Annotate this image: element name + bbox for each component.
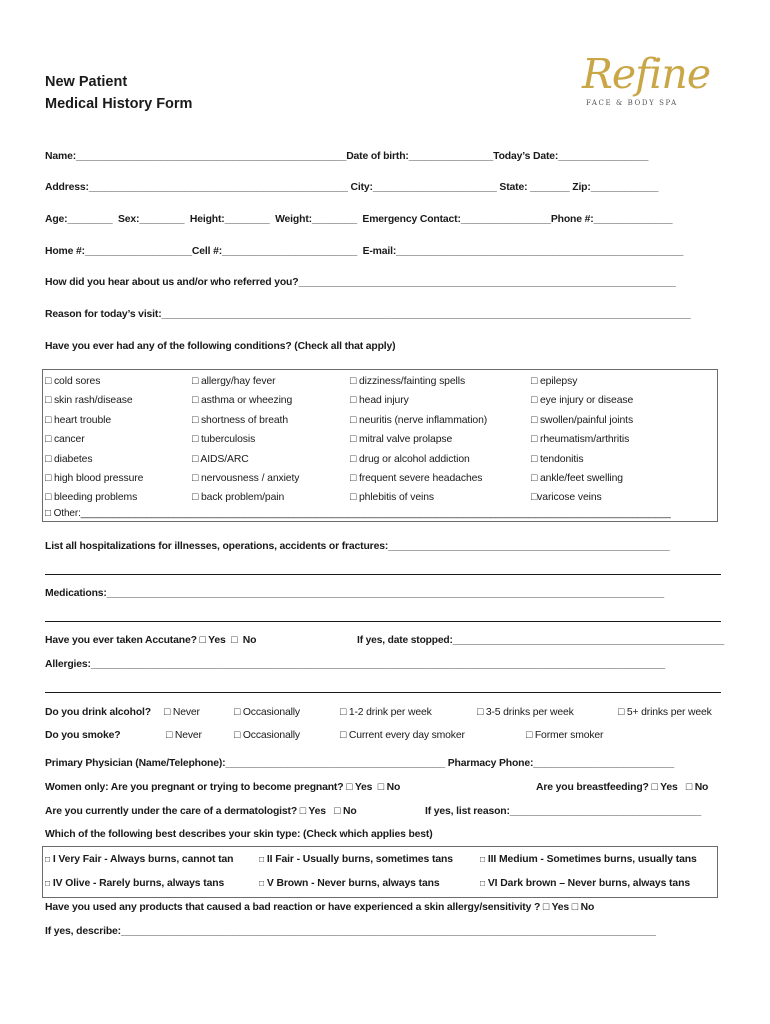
alcohol-3-5[interactable]: □ 3-5 drinks per week: [477, 707, 574, 718]
condition-head-injury[interactable]: □ head injury: [350, 395, 409, 406]
medications-blank-line[interactable]: [45, 621, 721, 622]
title-line-1: New Patient: [45, 74, 128, 90]
skin-type-4[interactable]: □ IV Olive - Rarely burns, always tans: [45, 878, 225, 889]
condition-other[interactable]: □ Other:____________________________________________________________________________________________________________: [45, 508, 671, 519]
condition-allergy[interactable]: □ allergy/hay fever: [192, 376, 276, 387]
skin-type-5[interactable]: □ V Brown - Never burns, always tans: [259, 878, 440, 889]
accutane-question[interactable]: [45, 634, 256, 647]
condition-varicose-veins[interactable]: □varicose veins: [531, 492, 602, 503]
title-line-2: Medical History Form: [45, 96, 193, 112]
physician-line[interactable]: Primary Physician (Name/Telephone):_______________________________________ Pharmacy Phone:_________________________: [45, 758, 674, 769]
skin-type-3[interactable]: □ III Medium - Sometimes burns, usually tans: [480, 854, 697, 865]
smoke-daily[interactable]: □ Current every day smoker: [340, 730, 465, 741]
alcohol-never[interactable]: □ Never: [164, 707, 200, 718]
conditions-question: Have you ever had any of the following conditions? (Check all that apply): [45, 341, 396, 352]
condition-diabetes[interactable]: □ diabetes: [45, 454, 93, 465]
medications-line[interactable]: Medications:___________________________________________________________________________________________________: [45, 588, 664, 599]
alcohol-occasionally[interactable]: □ Occasionally: [234, 707, 300, 718]
condition-swollen-joints[interactable]: □ swollen/painful joints: [531, 415, 634, 426]
condition-cancer[interactable]: □ cancer: [45, 434, 85, 445]
phone-email-line[interactable]: Home #:___________________Cell #:________________________ E-mail:___________________________________________________: [45, 246, 684, 257]
condition-high-blood-pressure[interactable]: □ high blood pressure: [45, 473, 144, 484]
smoke-question: Do you smoke?: [45, 730, 121, 741]
age-sex-height-line[interactable]: Age:________ Sex:________ Height:________ Weight:________ Emergency Contact:________________Phone #:______________: [45, 214, 673, 225]
condition-nervousness[interactable]: □ nervousness / anxiety: [192, 473, 300, 484]
condition-neuritis[interactable]: □ neuritis (nerve inflammation): [350, 415, 488, 426]
conditions-box: [42, 369, 718, 522]
breastfeeding-question[interactable]: Are you breastfeeding? □ Yes □ No: [536, 782, 709, 793]
skin-type-question: Which of the following best describes your skin type: (Check which applies best): [45, 829, 433, 840]
condition-phlebitis[interactable]: □ phlebitis of veins: [350, 492, 434, 503]
brand-logo: [578, 50, 711, 125]
condition-rheumatism[interactable]: □ rheumatism/arthritis: [531, 434, 630, 445]
skin-type-6[interactable]: □ VI Dark brown – Never burns, always tans: [480, 878, 691, 889]
page-title: [45, 71, 192, 115]
condition-aids[interactable]: □ AIDS/ARC: [192, 454, 249, 465]
describe-line[interactable]: If yes, describe:_______________________________________________________________________________________________: [45, 926, 656, 937]
condition-cold-sores[interactable]: □ cold sores: [45, 376, 101, 387]
condition-mitral-valve[interactable]: □ mitral valve prolapse: [350, 434, 453, 445]
smoke-former[interactable]: □ Former smoker: [526, 730, 604, 741]
condition-addiction[interactable]: □ drug or alcohol addiction: [350, 454, 470, 465]
condition-back-problem[interactable]: □ back problem/pain: [192, 492, 285, 503]
condition-eye-injury[interactable]: □ eye injury or disease: [531, 395, 634, 406]
condition-tuberculosis[interactable]: □ tuberculosis: [192, 434, 256, 445]
dermatologist-question[interactable]: Are you currently under the care of a dermatologist? □ Yes □ No: [45, 806, 357, 817]
hospitalizations-line[interactable]: List all hospitalizations for illnesses, operations, accidents or fractures:__________________________________________________: [45, 541, 670, 552]
condition-headaches[interactable]: □ frequent severe headaches: [350, 473, 483, 484]
reason-line[interactable]: Reason for today’s visit:______________________________________________________________________________________________: [45, 309, 691, 320]
pregnancy-question[interactable]: Women only: Are you pregnant or trying to become pregnant? □ Yes □ No: [45, 782, 401, 793]
condition-epilepsy[interactable]: □ epilepsy: [531, 376, 578, 387]
smoke-never[interactable]: □ Never: [166, 730, 202, 741]
referral-line[interactable]: How did you hear about us and/or who referred you?___________________________________________________________________: [45, 277, 676, 288]
alcohol-question: Do you drink alcohol?: [45, 707, 151, 718]
condition-asthma[interactable]: □ asthma or wheezing: [192, 395, 293, 406]
condition-ankle-swelling[interactable]: □ ankle/feet swelling: [531, 473, 623, 484]
condition-bleeding-problems[interactable]: □ bleeding problems: [45, 492, 138, 503]
alcohol-5-plus[interactable]: □ 5+ drinks per week: [618, 707, 712, 718]
skin-type-box: [42, 846, 718, 898]
accutane-q[interactable]: Have you ever taken Accutane? □ Yes □ No: [45, 635, 257, 646]
alcohol-1-2[interactable]: □ 1-2 drink per week: [340, 707, 432, 718]
allergies-blank-line[interactable]: [45, 692, 721, 693]
condition-heart-trouble[interactable]: □ heart trouble: [45, 415, 112, 426]
allergies-line[interactable]: Allergies:______________________________________________________________________________________________________: [45, 659, 665, 670]
skin-type-1[interactable]: □ I Very Fair - Always burns, cannot tan: [45, 854, 234, 865]
condition-skin-rash[interactable]: □ skin rash/disease: [45, 395, 133, 406]
smoke-occasionally[interactable]: □ Occasionally: [234, 730, 300, 741]
dermatologist-reason-line[interactable]: If yes, list reason:__________________________________: [425, 806, 702, 817]
name-dob-date-line[interactable]: Name:________________________________________________Date of birth:_______________Today’s Date:________________: [45, 151, 649, 162]
logo-script: Refine: [582, 50, 711, 98]
condition-shortness-breath[interactable]: □ shortness of breath: [192, 415, 289, 426]
condition-dizziness[interactable]: □ dizziness/fainting spells: [350, 376, 466, 387]
condition-tendonitis[interactable]: □ tendonitis: [531, 454, 584, 465]
skin-type-2[interactable]: □ II Fair - Usually burns, sometimes tans: [259, 854, 453, 865]
bad-reaction-question[interactable]: Have you used any products that caused a bad reaction or have experienced a skin allergy/sensitivity ? □ Yes □ No: [45, 902, 595, 913]
accutane-stopped-line[interactable]: If yes, date stopped:_________________________________________________: [357, 635, 725, 646]
address-line[interactable]: Address:______________________________________________ City:______________________ State: _______ Zip:____________: [45, 182, 659, 193]
hospitalizations-blank-line[interactable]: [45, 574, 721, 575]
logo-subtitle: FACE & BODY SPA: [586, 99, 678, 107]
